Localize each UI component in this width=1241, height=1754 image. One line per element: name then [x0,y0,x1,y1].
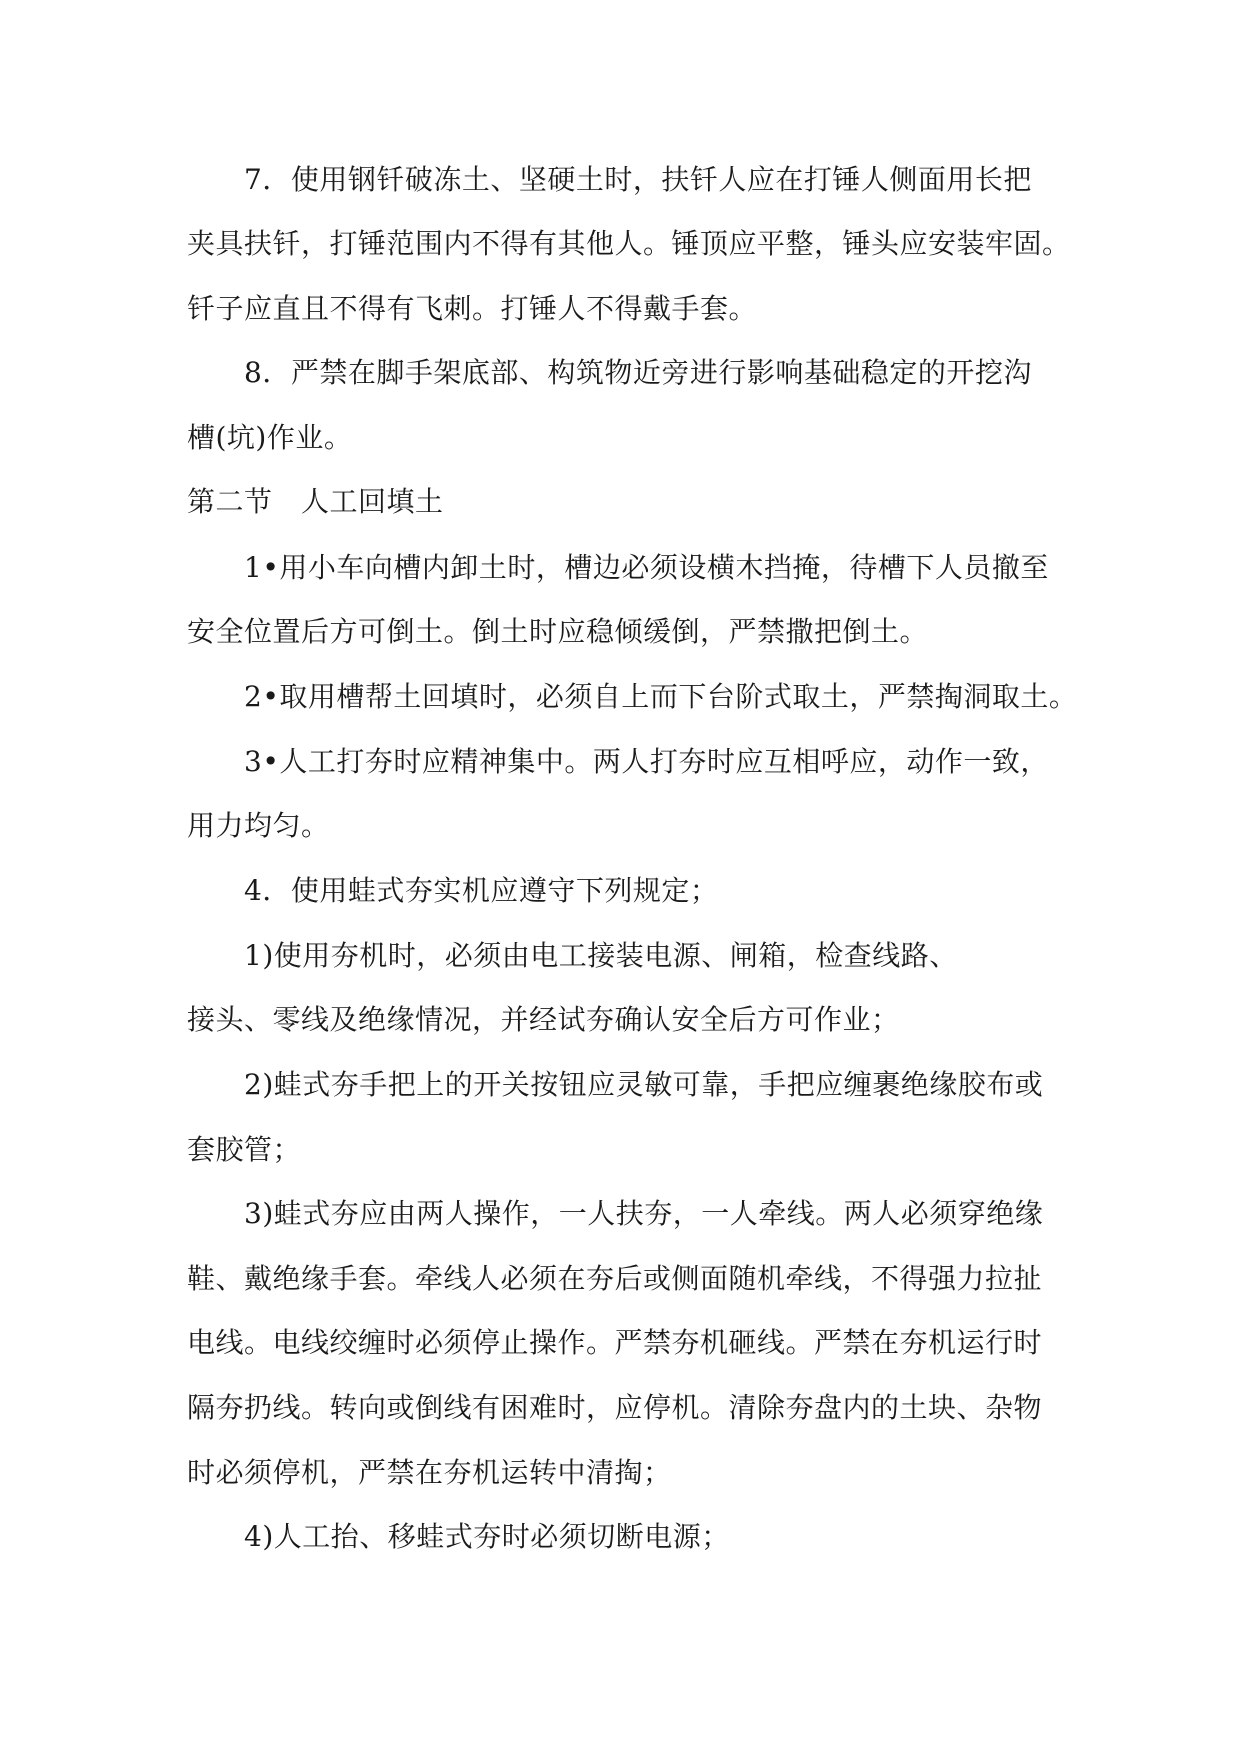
item-1-line-1: 1•用小车向槽内卸土时，槽边必须设横木挡掩，待槽下人员撤至 [244,551,1049,584]
sub-item-3-line-4: 隔夯扔线。转向或倒线有困难时，应停机。清除夯盘内的土块、杂物 [187,1391,1043,1424]
sub-item-1-line-1: 1)使用夯机时，必须由电工接装电源、闸箱，检查线路、 [244,939,958,972]
paragraph-7-line-2: 夹具扶钎，打锤范围内不得有其他人。锤顶应平整，锤头应安装牢固。 [187,227,1071,260]
paragraph-8-line-1: 8．严禁在脚手架底部、构筑物近旁进行影响基础稳定的开挖沟 [244,356,1032,389]
sub-item-3-line-2: 鞋、戴绝缘手套。牵线人必须在夯后或侧面随机牵线，不得强力拉扯 [187,1262,1043,1295]
item-3-line-1: 3•人工打夯时应精神集中。两人打夯时应互相呼应，动作一致， [244,745,1049,778]
sub-item-3-line-3: 电线。电线绞缠时必须停止操作。严禁夯机砸线。严禁在夯机运行时 [187,1326,1043,1359]
sub-item-4-line-1: 4)人工抬、移蛙式夯时必须切断电源； [244,1520,730,1553]
item-3-line-2: 用力均匀。 [187,809,330,842]
item-4-line-1: 4．使用蛙式夯实机应遵守下列规定； [244,874,719,907]
sub-item-2-line-1: 2)蛙式夯手把上的开关按钮应灵敏可靠，手把应缠裹绝缘胶布或 [244,1068,1044,1101]
paragraph-7-line-3: 钎子应直且不得有飞刺。打锤人不得戴手套。 [187,292,758,325]
sub-item-3-line-1: 3)蛙式夯应由两人操作，一人扶夯，一人牵线。两人必须穿绝缘 [244,1197,1044,1230]
item-2-line-1: 2•取用槽帮土回填时，必须自上而下台阶式取土，严禁掏洞取土。 [244,680,1078,713]
paragraph-7-line-1: 7．使用钢钎破冻土、坚硬土时，扶钎人应在打锤人侧面用长把 [244,163,1032,196]
paragraph-8-line-2: 槽(坑)作业。 [187,421,353,454]
item-1-line-2: 安全位置后方可倒土。倒土时应稳倾缓倒，严禁撒把倒土。 [187,615,929,648]
section-heading: 第二节 人工回填土 [187,485,444,518]
sub-item-3-line-5: 时必须停机，严禁在夯机运转中清掏； [187,1456,672,1489]
sub-item-1-line-2: 接头、零线及绝缘情况，并经试夯确认安全后方可作业； [187,1003,900,1036]
sub-item-2-line-2: 套胶管； [187,1133,302,1166]
